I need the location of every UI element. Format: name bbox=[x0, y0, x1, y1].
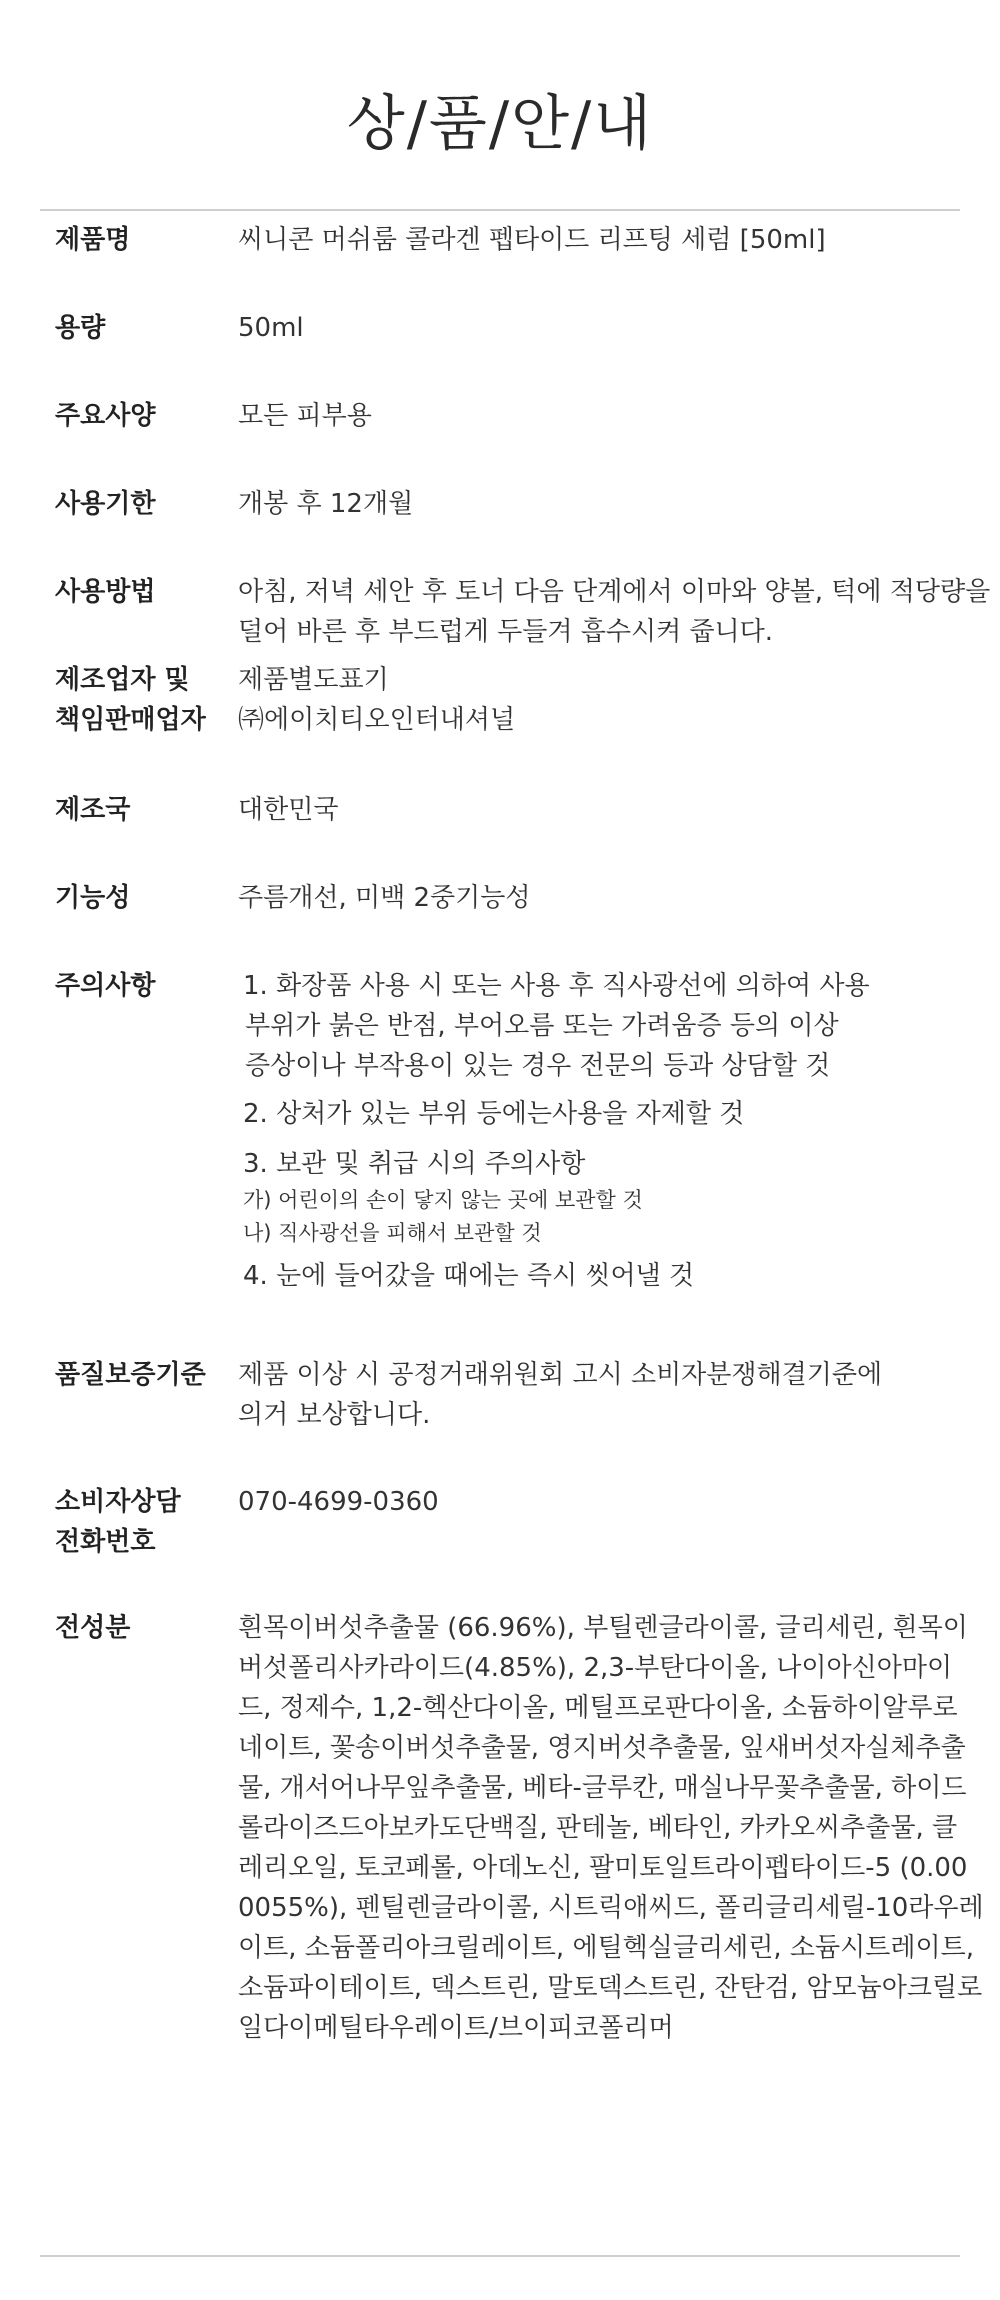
bottom-divider bbox=[40, 2255, 960, 2257]
ingredients-line: 버섯폴리사카라이드(4.85%), 2,3-부탄다이올, 나이아신아마이 bbox=[238, 1653, 953, 1683]
value-line: 개봉 후 12개월 bbox=[238, 489, 414, 519]
value-line: 50ml bbox=[238, 313, 304, 343]
caution-line: 3. 보관 및 취급 시의 주의사항 bbox=[243, 1149, 586, 1179]
value-country bbox=[238, 790, 978, 830]
label-line: 제품명 bbox=[55, 225, 131, 255]
label-volume bbox=[55, 308, 225, 348]
caution-line: 부위가 붉은 반점, 부어오름 또는 가려움증 등의 이상 bbox=[245, 1011, 839, 1041]
label-functionality bbox=[55, 878, 225, 918]
label-manufacturer bbox=[55, 660, 225, 740]
top-divider bbox=[40, 209, 960, 211]
caution-line: 2. 상처가 있는 부위 등에는사용을 자제할 것 bbox=[243, 1099, 745, 1129]
ingredients-line: 물, 개서어나무잎추출물, 베타-글루칸, 매실나무꽃추출물, 하이드 bbox=[238, 1773, 967, 1803]
label-phone bbox=[55, 1482, 225, 1562]
label-line: 기능성 bbox=[55, 883, 131, 913]
ingredients-line: 이트, 소듐폴리아크릴레이트, 에틸헥실글리세린, 소듐시트레이트, bbox=[238, 1933, 974, 1963]
value-line: 씨니콘 머쉬룸 콜라겐 펩타이드 리프팅 세럼 [50ml] bbox=[238, 225, 826, 255]
ingredients-line: 소듐파이테이트, 덱스트린, 말토덱스트린, 잔탄검, 암모늄아크릴로 bbox=[238, 1973, 983, 2003]
caution-line: 1. 화장품 사용 시 또는 사용 후 직사광선에 의하여 사용 bbox=[243, 971, 870, 1001]
label-ingredients bbox=[55, 1608, 225, 1648]
value-manufacturer bbox=[238, 660, 978, 740]
label-line: 주요사양 bbox=[55, 401, 156, 431]
label-expiry bbox=[55, 484, 225, 524]
label-product-name bbox=[55, 220, 225, 260]
label-line: 사용방법 bbox=[55, 577, 156, 607]
label-quality bbox=[55, 1355, 225, 1395]
caution-list bbox=[243, 966, 963, 1296]
label-line: 책임판매업자 bbox=[55, 705, 206, 735]
label-line: 주의사항 bbox=[55, 971, 156, 1001]
ingredients-line: 드, 정제수, 1,2-헥산다이올, 메틸프로판다이올, 소듐하이알루로 bbox=[238, 1693, 958, 1723]
value-usage bbox=[238, 572, 991, 652]
caution-item bbox=[243, 1094, 963, 1134]
value-line: ㈜에이치티오인터내셔널 bbox=[238, 705, 516, 735]
caution-item bbox=[243, 966, 963, 1086]
phone-number: 070-4699-0360 bbox=[238, 1487, 439, 1517]
page-title: 상/품/안/내 bbox=[346, 89, 654, 159]
value-functionality bbox=[238, 878, 978, 918]
ingredients-line: 흰목이버섯추출물 (66.96%), 부틸렌글라이콜, 글리세린, 흰목이 bbox=[238, 1613, 968, 1643]
caution-line: 4. 눈에 들어갔을 때에는 즉시 씻어낼 것 bbox=[243, 1261, 695, 1291]
ingredients-line: 일다이메틸타우레이트/브이피코폴리머 bbox=[238, 2013, 674, 2043]
value-line: 주름개선, 미백 2중기능성 bbox=[238, 883, 531, 913]
label-line: 용량 bbox=[55, 313, 106, 343]
ingredients-line: 0055%), 펜틸렌글라이콜, 시트릭애씨드, 폴리글리세릴-10라우레 bbox=[238, 1893, 984, 1923]
value-line: 제품별도표기 bbox=[238, 665, 389, 695]
ingredients-line: 롤라이즈드아보카도단백질, 판테놀, 베타인, 카카오씨추출물, 클 bbox=[238, 1813, 958, 1843]
value-product-name bbox=[238, 220, 978, 260]
value-line: 제품 이상 시 공정거래위원회 고시 소비자분쟁해결기준에 bbox=[238, 1360, 883, 1390]
value-quality bbox=[238, 1355, 978, 1435]
value-line: 덜어 바른 후 부드럽게 두들겨 흡수시켜 줍니다. bbox=[238, 617, 774, 647]
label-line: 사용기한 bbox=[55, 489, 156, 519]
value-line: 모든 피부용 bbox=[238, 401, 372, 431]
label-main-spec bbox=[55, 396, 225, 436]
label-usage bbox=[55, 572, 225, 612]
value-line: 아침, 저녁 세안 후 토너 다음 단계에서 이마와 양볼, 턱에 적당량을 bbox=[238, 577, 991, 607]
caution-item bbox=[243, 1256, 963, 1296]
label-line: 소비자상담 bbox=[55, 1487, 181, 1517]
caution-line: 증상이나 부작용이 있는 경우 전문의 등과 상담할 것 bbox=[245, 1051, 831, 1081]
label-line: 전화번호 bbox=[55, 1527, 156, 1557]
caution-item bbox=[243, 1144, 963, 1184]
ingredients-list bbox=[238, 1608, 984, 2048]
ingredients-line: 네이트, 꽃송이버섯추출물, 영지버섯추출물, 잎새버섯자실체추출 bbox=[238, 1733, 966, 1763]
value-volume bbox=[238, 308, 978, 348]
caution-sub-item: 나) 직사광선을 피해서 보관할 것 bbox=[243, 1221, 542, 1245]
label-country bbox=[55, 790, 225, 830]
value-main-spec bbox=[238, 396, 978, 436]
label-line: 제조국 bbox=[55, 795, 131, 825]
value-line: 대한민국 bbox=[238, 795, 339, 825]
label-line: 품질보증기준 bbox=[55, 1360, 206, 1390]
value-line: 의거 보상합니다. bbox=[238, 1400, 431, 1430]
label-caution bbox=[55, 966, 225, 1006]
ingredients-line: 레리오일, 토코페롤, 아데노신, 팔미토일트라이펩타이드-5 (0.00 bbox=[238, 1853, 968, 1883]
value-phone bbox=[238, 1482, 978, 1522]
value-expiry bbox=[238, 484, 978, 524]
label-line: 전성분 bbox=[55, 1613, 131, 1643]
caution-sub-item: 가) 어린이의 손이 닿지 않는 곳에 보관할 것 bbox=[243, 1188, 643, 1212]
label-line: 제조업자 및 bbox=[55, 665, 190, 695]
